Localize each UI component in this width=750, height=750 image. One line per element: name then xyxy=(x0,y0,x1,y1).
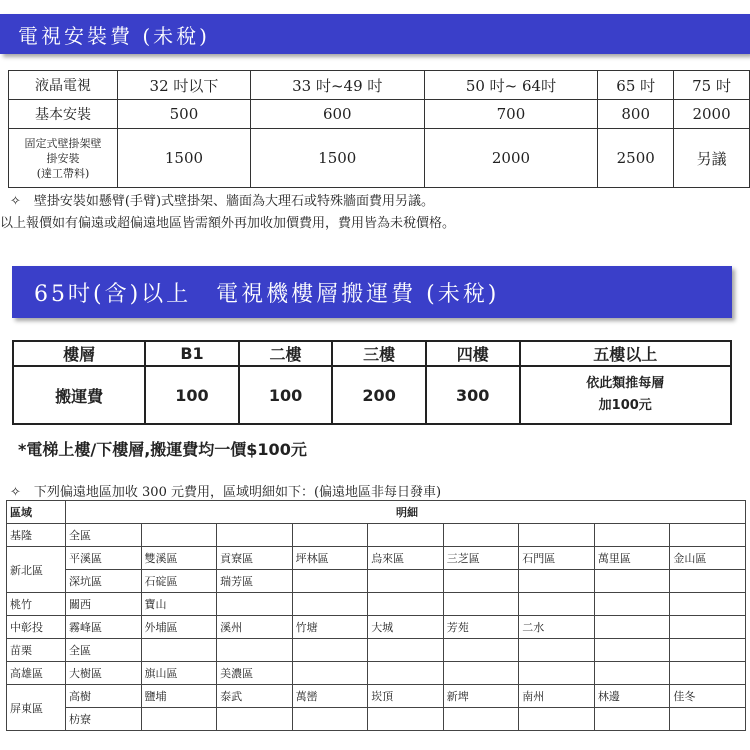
district-cell xyxy=(519,570,595,593)
district-cell: 貢寮區 xyxy=(217,547,293,570)
table-header-cell: B1 xyxy=(145,341,239,366)
district-cell xyxy=(368,662,444,685)
region-cell: 新北區 xyxy=(7,547,66,593)
table-row xyxy=(7,662,746,685)
district-cell: 溪州 xyxy=(217,616,293,639)
district-cell: 雙溪區 xyxy=(141,547,217,570)
table-header-cell: 75 吋 xyxy=(674,71,750,100)
table-header-cell: 區域 xyxy=(7,501,66,524)
district-cell xyxy=(670,662,746,685)
price-cell: 800 xyxy=(598,100,674,129)
table-row xyxy=(9,129,750,188)
district-cell xyxy=(594,593,670,616)
district-cell: 外埔區 xyxy=(141,616,217,639)
district-cell: 萬巒 xyxy=(292,685,368,708)
district-cell: 大城 xyxy=(368,616,444,639)
district-cell xyxy=(292,662,368,685)
floor-fee-table xyxy=(12,340,732,425)
district-cell: 萬里區 xyxy=(594,547,670,570)
install-fee-title: 電視安裝費 (未稅) xyxy=(18,23,210,48)
district-cell: 烏來區 xyxy=(368,547,444,570)
district-cell: 深坑區 xyxy=(66,570,142,593)
district-cell xyxy=(292,524,368,547)
table-row xyxy=(9,71,750,100)
district-cell: 佳冬 xyxy=(670,685,746,708)
price-cell: 1500 xyxy=(118,129,251,188)
district-cell xyxy=(519,593,595,616)
district-cell xyxy=(594,708,670,731)
district-cell: 美濃區 xyxy=(217,662,293,685)
price-cell: 100 xyxy=(239,366,333,424)
district-cell: 高樹 xyxy=(66,685,142,708)
install-note-1: ✧ 壁掛安裝如懸臂(手臂)式壁掛架、牆面為大理石或特殊牆面費用另議。 xyxy=(10,194,435,209)
table-row xyxy=(9,100,750,129)
district-cell: 三芝區 xyxy=(443,547,519,570)
district-cell xyxy=(670,616,746,639)
install-note-2: 以上報價如有偏遠或超偏遠地區皆需額外再加收加價費用，費用皆為未稅價格。 xyxy=(0,216,456,231)
region-cell: 桃竹 xyxy=(7,593,66,616)
district-cell xyxy=(217,524,293,547)
table-header-cell: 65 吋 xyxy=(598,71,674,100)
table-header-cell: 四樓 xyxy=(426,341,520,366)
price-cell: 100 xyxy=(145,366,239,424)
district-cell xyxy=(292,593,368,616)
table-header-cell: 明細 xyxy=(66,501,746,524)
row-label: 搬運費 xyxy=(13,366,145,424)
district-cell: 南州 xyxy=(519,685,595,708)
table-row xyxy=(7,639,746,662)
region-cell: 基隆 xyxy=(7,524,66,547)
row-label: 基本安裝 xyxy=(9,100,118,129)
district-cell: 芳苑 xyxy=(443,616,519,639)
district-cell xyxy=(368,524,444,547)
district-cell: 大樹區 xyxy=(66,662,142,685)
install-fee-table xyxy=(8,70,750,188)
table-header-cell: 五樓以上 xyxy=(520,341,732,366)
price-cell: 另議 xyxy=(674,129,750,188)
wall-label-line: (達工帶料) xyxy=(36,166,90,180)
wall-label-line: 掛安裝 xyxy=(46,151,80,165)
district-cell: 全區 xyxy=(66,639,142,662)
district-cell: 瑞芳區 xyxy=(217,570,293,593)
district-cell: 平溪區 xyxy=(66,547,142,570)
district-cell xyxy=(292,570,368,593)
table-header-cell: 32 吋以下 xyxy=(118,71,251,100)
district-cell xyxy=(368,639,444,662)
district-cell xyxy=(443,593,519,616)
floor-fee-banner xyxy=(12,266,732,318)
table-row xyxy=(13,341,731,366)
district-cell xyxy=(670,570,746,593)
price-cell: 1500 xyxy=(250,129,424,188)
district-cell xyxy=(443,708,519,731)
table-header-cell: 液晶電視 xyxy=(9,71,118,100)
district-cell xyxy=(141,708,217,731)
district-cell xyxy=(292,639,368,662)
district-cell: 枋寮 xyxy=(66,708,142,731)
price-line: 加100元 xyxy=(598,398,652,413)
table-row xyxy=(7,570,746,593)
district-cell xyxy=(368,593,444,616)
table-header-cell: 二樓 xyxy=(239,341,333,366)
price-cell: 2000 xyxy=(424,129,598,188)
district-cell xyxy=(443,570,519,593)
district-cell xyxy=(217,639,293,662)
region-cell: 苗栗 xyxy=(7,639,66,662)
district-cell xyxy=(443,524,519,547)
price-cell: 200 xyxy=(332,366,426,424)
price-cell: 300 xyxy=(426,366,520,424)
table-row xyxy=(7,501,746,524)
district-cell xyxy=(217,593,293,616)
price-line: 依此類推每層 xyxy=(586,376,665,391)
district-cell xyxy=(594,639,670,662)
district-cell: 竹塘 xyxy=(292,616,368,639)
district-cell xyxy=(594,524,670,547)
district-cell: 關西 xyxy=(66,593,142,616)
table-row xyxy=(13,366,731,424)
price-cell: 600 xyxy=(250,100,424,129)
district-cell: 林邊 xyxy=(594,685,670,708)
district-cell xyxy=(519,524,595,547)
district-cell: 金山區 xyxy=(670,547,746,570)
price-cell: 2500 xyxy=(598,129,674,188)
district-cell xyxy=(519,708,595,731)
wall-label-line: 固定式壁掛架壁 xyxy=(24,136,102,150)
district-cell xyxy=(670,593,746,616)
district-cell: 二水 xyxy=(519,616,595,639)
install-fee-banner xyxy=(0,14,750,54)
table-row xyxy=(7,524,746,547)
district-cell xyxy=(443,639,519,662)
district-cell xyxy=(217,708,293,731)
table-header-cell: 三樓 xyxy=(332,341,426,366)
table-header-cell: 樓層 xyxy=(13,341,145,366)
district-cell xyxy=(368,570,444,593)
table-row xyxy=(7,708,746,731)
district-cell xyxy=(670,639,746,662)
district-cell xyxy=(670,524,746,547)
district-cell: 鹽埔 xyxy=(141,685,217,708)
district-cell xyxy=(594,570,670,593)
table-row xyxy=(7,547,746,570)
district-cell xyxy=(670,708,746,731)
district-cell: 寶山 xyxy=(141,593,217,616)
floor-fee-title: 65吋(含)以上 電視機樓層搬運費 (未稅) xyxy=(34,281,500,307)
district-cell xyxy=(519,639,595,662)
region-cell: 高雄區 xyxy=(7,662,66,685)
district-cell xyxy=(292,708,368,731)
district-cell: 全區 xyxy=(66,524,142,547)
district-cell xyxy=(594,662,670,685)
district-cell: 新埤 xyxy=(443,685,519,708)
price-cell xyxy=(520,366,732,424)
district-cell: 崁頂 xyxy=(368,685,444,708)
region-cell: 屏東區 xyxy=(7,685,66,731)
district-cell: 石碇區 xyxy=(141,570,217,593)
remote-area-body xyxy=(7,524,746,731)
district-cell: 泰武 xyxy=(217,685,293,708)
table-row xyxy=(7,616,746,639)
table-row xyxy=(7,593,746,616)
table-header-cell: 33 吋~49 吋 xyxy=(250,71,424,100)
district-cell xyxy=(141,639,217,662)
table-row xyxy=(7,685,746,708)
district-cell xyxy=(141,524,217,547)
remote-area-table xyxy=(6,500,746,731)
remote-area-note: ✧ 下列偏遠地區加收 300 元費用，區域明細如下：(偏遠地區非每日發車) xyxy=(10,485,442,500)
row-label xyxy=(9,129,118,188)
district-cell xyxy=(594,616,670,639)
district-cell xyxy=(519,662,595,685)
region-cell: 中彰投 xyxy=(7,616,66,639)
district-cell: 霧峰區 xyxy=(66,616,142,639)
district-cell: 石門區 xyxy=(519,547,595,570)
elevator-note: *電梯上樓/下樓層,搬運費均一價$100元 xyxy=(18,440,307,459)
district-cell: 旗山區 xyxy=(141,662,217,685)
price-cell: 700 xyxy=(424,100,598,129)
district-cell xyxy=(443,662,519,685)
price-cell: 2000 xyxy=(674,100,750,129)
price-cell: 500 xyxy=(118,100,251,129)
district-cell: 坪林區 xyxy=(292,547,368,570)
table-header-cell: 50 吋~ 64吋 xyxy=(424,71,598,100)
district-cell xyxy=(368,708,444,731)
